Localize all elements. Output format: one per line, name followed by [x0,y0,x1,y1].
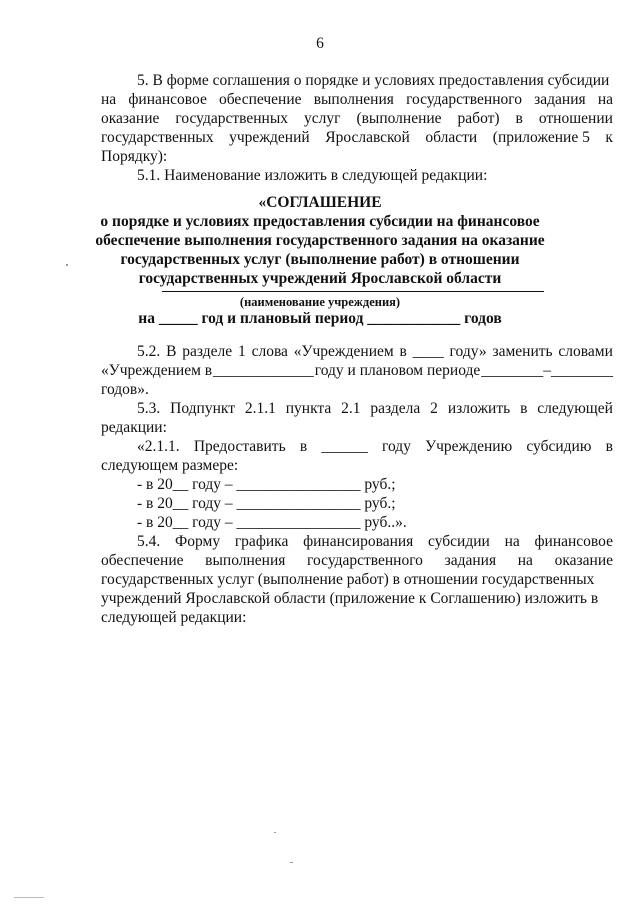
p5-line-2: на финансовое обеспечение выполнения государственного задания на [101,91,613,108]
p54-line-4: учреждений Ярославской области (приложение к Соглашению) изложить в [101,590,599,607]
p51-text: 5.1. Наименование изложить в следующей редакции: [137,167,488,184]
agreement-year-line: на _____ год и плановый период ____________ годов [138,310,502,327]
agreement-subtitle-4: государственных учреждений Ярославской области [138,270,502,287]
scan-speck [290,862,293,863]
agreement-subtitle-2: обеспечение выполнения государственного задания на оказание [95,232,545,249]
p5-line-4: государственных учреждений Ярославской области (приложение 5 к [101,129,613,146]
list-item: - в 20__ году – ________________ руб..». [137,514,407,531]
agreement-title: «СОГЛАШЕНИЕ [258,194,382,211]
p53-line-1: 5.3. Подпункт 2.1.1 пункта 2.1 раздела 2 изложить в следующей [137,400,613,417]
p5-line-1: 5. В форме соглашения о порядке и условиях предоставления субсидии [137,72,610,89]
p52-line-1: 5.2. В разделе 1 слова «Учреждением в ____ году» заменить словами [137,343,613,360]
institution-name-line [162,291,544,292]
agreement-subtitle-3: государственных услуг (выполнение работ) в отношении [120,251,520,268]
p53-line-2: редакции: [101,419,167,436]
institution-caption: (наименование учреждения) [239,295,401,309]
p53-line-4: следующем размере: [101,457,239,474]
p54-line-2: обеспечение выполнения государственного задания на оказание [101,552,613,569]
p54-line-5: следующей редакции: [101,609,247,626]
page-number: 6 [316,35,324,52]
scan-speck [274,832,276,833]
p53-line-3: «2.1.1. Предоставить в ______ году Учреждению субсидию в [137,438,613,455]
scan-speck [66,264,68,266]
list-item: - в 20__ году – ________________ руб.; [137,495,396,512]
p52-line-3: годов». [101,381,149,398]
list-item: - в 20__ году – ________________ руб.; [137,476,396,493]
p52-line-2: «Учреждением в _____________ году и плановом периоде ________–________ [101,362,613,379]
p54-line-3: государственных услуг (выполнение работ) в отношении государственных [101,571,595,588]
p5-line-5: Порядку): [101,148,168,165]
agreement-subtitle-1: о порядке и условиях предоставления субсидии на финансовое [100,213,540,230]
scan-speck [14,897,44,898]
p54-line-1: 5.4. Форму графика финансирования субсидии на финансовое [137,533,613,550]
p5-line-3: оказание государственных услуг (выполнение работ) в отношении [101,110,613,127]
